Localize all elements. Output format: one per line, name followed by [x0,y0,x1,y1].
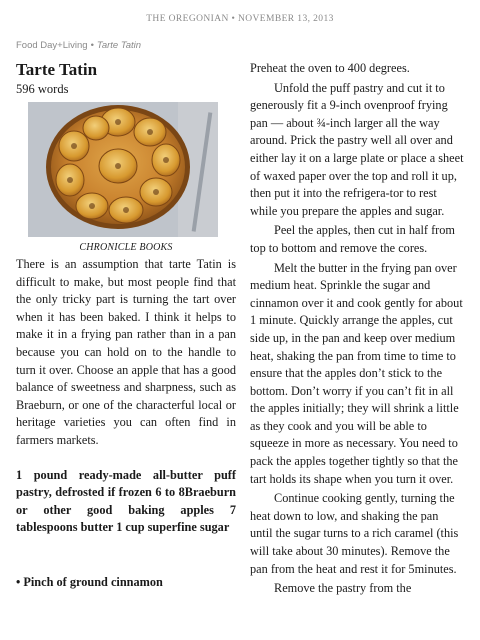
ingredients-list: 1 pound ready-made all-butter puff pastry, defrosted if frozen 6 to 8Braeburn or other good baking apples 7 tablespoons butter 1 cup superfine sugar [16,467,236,535]
intro-paragraph: There is an assumption that tarte Tatin is difficult to make, but most people find that the only tricky part is turning the tart over when it has been baked. I think it helps to make it in a frying pan rather than in a pan because you can hold on to the handle to turn it over. Choose an apple that has a good balance of sweetness and sharpness, such as Braeburn, or one of the characterful local or heritage varieties you can often find in farmers markets. [16,257,236,447]
breadcrumb [16,40,141,51]
article-title: Tarte Tatin [16,60,98,79]
breadcrumb-separator: • [90,40,94,51]
step-paragraph: Peel the apples, then cut in half from top to bottom and remove the cores. [250,223,455,255]
word-count: 596 words [16,82,69,96]
photo-caption: CHRONICLE BOOKS [79,242,173,253]
step-paragraph: Continue cooking gently, turning the heat down to low, and shaking the pan until the sugar turns to a rich caramel (this will take about 30 minutes). Remove the pan from the heat and rest it for 5minutes. [250,491,459,576]
ingredient-bullet: • Pinch of ground cinnamon [16,574,163,589]
right-column [250,60,464,600]
step-paragraph: Remove the pastry from the [274,581,412,596]
breadcrumb-subsection[interactable]: Tarte Tatin [96,40,142,51]
tart-photo [28,102,218,237]
tart-illustration [28,102,218,237]
left-column [16,60,236,592]
breadcrumb-section[interactable]: Food Day+Living [16,40,88,51]
step-paragraph: Preheat the oven to 400 degrees. [250,61,410,75]
step-paragraph: Unfold the puff pastry and cut it to generously fit a 9-inch ovenproof frying pan — about ¾-inch larger all the way around. Prick the pastry well all over and either lay it on a large plate or place a sheet of waxed paper over the top and roll it up, then put it into the refrigera-tor to rest while you prepare the apples and sugar. [250,80,464,218]
masthead: THE OREGONIAN • NOVEMBER 13, 2013 [146,14,334,24]
step-paragraph: Melt the butter in the frying pan over medium heat. Sprinkle the sugar and cinnamon over it and cook gently for about 1 minute. Quickly arrange the apples, cut side up, in the pan and keep over medium heat, shaking the pan from time to time to ensure that the apples don’t stick to the bottom. Don’t worry if you can’t fit in all the apples initially; they will shrink a little as they cook and you will be able to squeeze in more as necessary. You need to pack the apples together tightly so that the tart holds its shape when you turn it over. [250,260,463,486]
